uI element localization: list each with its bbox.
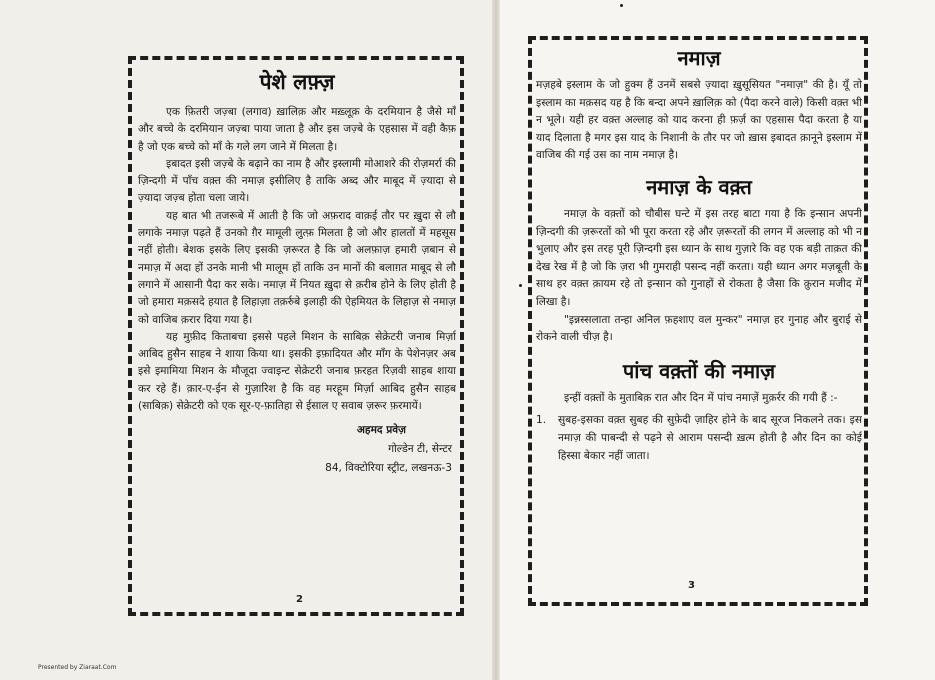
list-text: सुबह-इसका वक़्त सुबह की सुफ़ेदी ज़ाहिर होने के बाद सूरज निकलने तक। इस नमाज़ की पाबन्दी से पढ़ने से आराम पसन्दी ख़त्म होती है और दिन का कोई हिस्सा बेकार नहीं जाता। xyxy=(558,414,862,463)
paragraph: मज़हबे इस्लाम के जो हुक्म हैं उनमें सबसे ज़्यादा ख़ुसूसियत "नमाज़" की है। यूँ तो इस्लाम का मक़सद यह है कि बन्दा अपने ख़ालिक़ को (पैदा करने वाले) किसी वक़्त भी न भूले। यही हर वक़्त अल्लाह को याद करना ही फ़र्ज़ का एहसास पैदा करता है या याद दिलाता है मगर इस याद के निशानी के तौर पर जो ख़ास इबादत क़ानूने इस्लाम में वाजिब की गई उस का नाम नमाज़ है। xyxy=(536,79,862,162)
page-number-left: 2 xyxy=(296,594,303,605)
signature-block xyxy=(138,421,456,478)
author-name: अहमद प्रवेज़ xyxy=(356,424,406,437)
list-item xyxy=(536,411,862,465)
section-heading: नमाज़ के वक़्त xyxy=(646,174,752,199)
scan-speck xyxy=(519,284,522,287)
book-gutter xyxy=(492,0,500,680)
paragraph: नमाज़ के वक़्तों को चौबीस घन्टे में इस तरह बाटा गया है कि इन्सान अपनी ज़िन्दगी की ज़रूरतों को भी पूरा करता रहे और ज़रूरतों की लगन में अल्लाह को भी न भुलाए और इस तरह पूरी ज़िन्दगी इस ध्यान के साथ गुज़ारे कि वह एक बड़ी ताक़त की देख रेख में है जो कि ज़रा भी गुमराही पसन्द नहीं करता। यही ध्यान अगर मज़बूती के साथ हर वक़्त क़ायम रहे तो इन्सान को गुनाहों से रोकता है जैसा कि क़ुरान मजीद में लिखा है। xyxy=(536,207,862,308)
quote-paragraph: "इन्नस्सलाता तन्हा अनिल फ़हशाए वल मुन्कर" नमाज़ हर गुनाह और बुराई से रोकने वाली चीज़ है। xyxy=(536,313,862,344)
paragraph: यह मुफ़ीद किताबचा इससे पहले मिशन के साबिक़ सेक्रेटरी जनाब मिर्ज़ा आबिद हुसैन साहब ने शाया किया था। इसकी इफ़ादियत और माँग के पेशेनज़र अब इसे इमामिया मिशन के मौजूदा ज्वाइन्ट सेक्रेटरी जनाब फ़रहत रिज़वी साहब शाया कर रहे हैं। क़ार-ए-ईन से गुज़ारिश है कि वह मरहूम मिर्ज़ा आबिद हुसैन साहब (साबिक़) सेक्रेटरी को एक सूर-ए-फ़ातिहा से ईसाल ए सवाब ज़रूर फ़रमायें। xyxy=(138,330,456,413)
paragraph: एक फ़ितरी जज़्बा (लगाव) ख़ालिक़ और मख़्लूक़ के दरमियान है जैसे माँ और बच्चे के दरमियान जज़्बा पाया जाता है और इस जज़्बे के एहसास में वही कैफ़ है जो एक बच्चे को माँ के गले लग जाने में मिलता है। xyxy=(138,106,456,153)
paragraph: इन्हीं वक़्तों के मुताबिक़ रात और दिन में पांच नमाज़ें मुक़र्रर की गयी हैं :- xyxy=(564,391,838,404)
page-title-namaz: नमाज़ xyxy=(677,46,721,70)
author-address-line: गोल्डेन टी, सेन्टर xyxy=(388,443,452,456)
paragraph: इबादत इसी जज़्बे के बढ़ाने का नाम है और इस्लामी मोआशरे की रोज़मर्रा की ज़िन्दगी में पाँच वक़्त की नमाज़ इसीलिए है ताकि अब्द और माबूद में ज़्यादा से ज़्यादा जज़्ब होता चला जाये। xyxy=(138,157,456,205)
scan-speck xyxy=(620,4,623,7)
right-page-content xyxy=(536,44,862,600)
page-number-right: 3 xyxy=(688,580,695,591)
section-heading: पांच वक़्तों की नमाज़ xyxy=(622,358,776,383)
page-title-foreword: पेशे लफ़्ज़ xyxy=(259,70,335,94)
footer-credit: Presented by Ziaraat.Com xyxy=(38,664,117,671)
paragraph: यह बात भी तजरूबे में आती है कि जो अफ़राद वाक़ई तौर पर ख़ुदा से लौ लगाके नमाज़ पढ़ते हैं उनको ग़ैर मामूली लुत्फ़ मिलता है जो और हालतों में महसूस नहीं होती। बेशक इसके लिए इसकी ज़रूरत है कि जो अलफ़ाज़ हमारी ज़बान से नमाज़ में अदा हों उनके मानी भी मालूम हों ताकि उन मानों की बलाग़त माबूद से लौ लगाने में आसानी पैदा कर सके। नमाज़ में नियत ख़ुदा से क़रीब होने के लिए होती है जो हमारा मक़सदे हयात है लिहाज़ा तक़र्रुबे इलाही की ऐहमियत के लिहाज़ से नमाज़ को वाजिब क़रार दिया गया है। xyxy=(138,209,456,326)
list-number: 1. xyxy=(536,414,547,427)
left-page-content xyxy=(138,66,456,606)
author-address-line: 84, विक्टोरिया स्ट्रीट, लखनऊ-3 xyxy=(325,462,452,475)
